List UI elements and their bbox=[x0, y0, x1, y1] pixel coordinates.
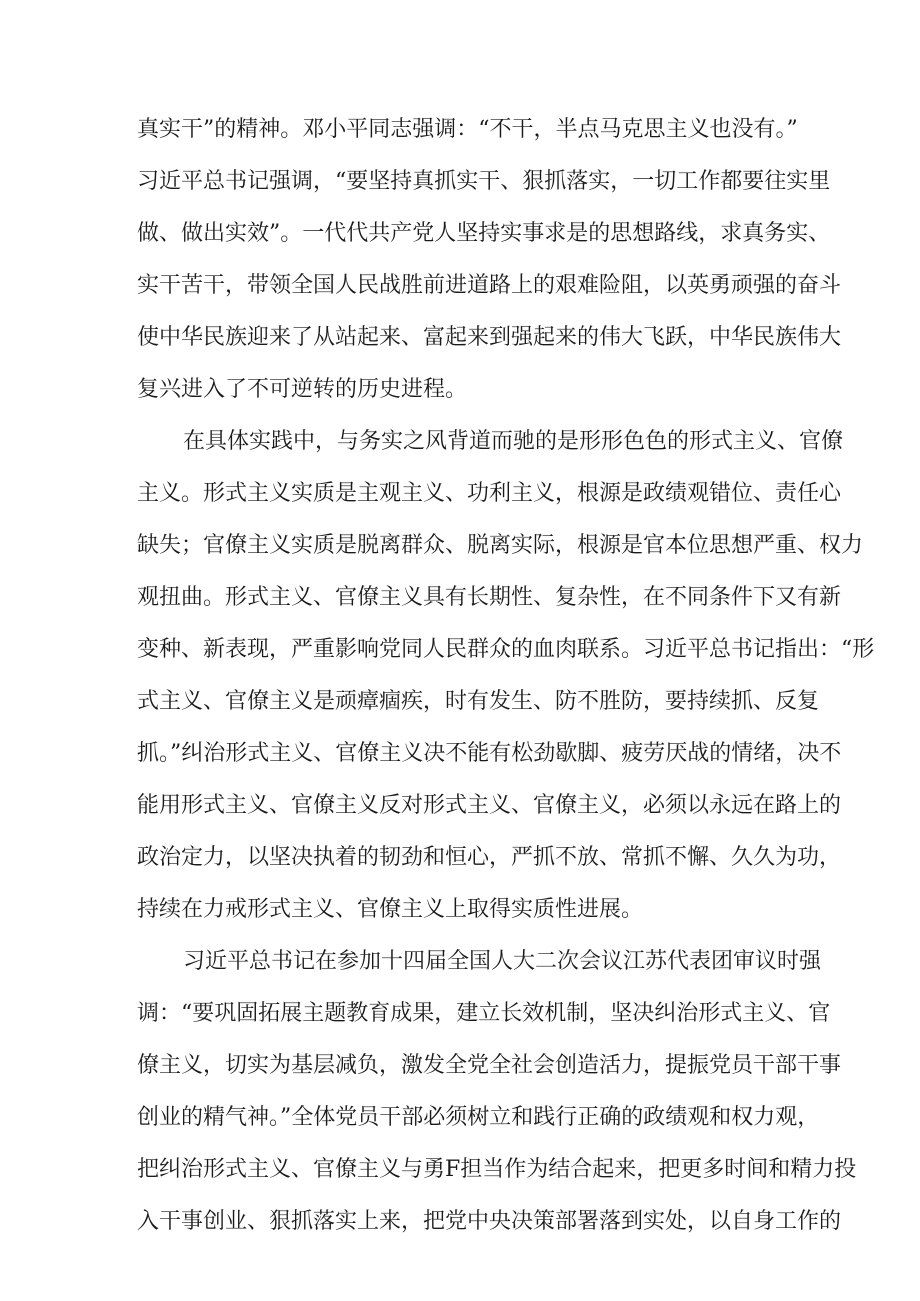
text-line: 把纠治形式主义、官僚主义与勇F担当作为结合起来，把更多时间和精力投 bbox=[137, 1157, 857, 1182]
text-line: 调：“要巩固拓展主题教育成果，建立长效机制，坚决纠治形式主义、官 bbox=[137, 1001, 831, 1026]
text-line: 复兴进入了不可逆转的历史进程。 bbox=[137, 377, 468, 402]
text-line: 持续在力戒形式主义、官僚主义上取得实质性进展。 bbox=[137, 897, 644, 922]
text-line: 缺失；官僚主义实质是脱离群众、脱离实际，根源是官本位思想严重、权力 bbox=[137, 533, 864, 558]
text-line: 入干事创业、狠抓落实上来，把党中央决策部署落到实处，以自身工作的 bbox=[137, 1209, 842, 1234]
text-line: 习近平总书记强调，“要坚持真抓实干、狠抓落实，一切工作都要往实里 bbox=[137, 169, 831, 194]
body-text bbox=[137, 108, 875, 1252]
text-line: 变种、新表现，严重影响党同人民群众的血肉联系。习近平总书记指出：“形 bbox=[137, 637, 875, 662]
paragraph-first-line: 习近平总书记在参加十四届全国人大二次会议江苏代表团审议时强 bbox=[183, 949, 822, 974]
text-line: 真实干”的精神。邓小平同志强调：“不干，半点马克思主义也没有。” bbox=[137, 117, 798, 142]
text-line: 实干苦干，带领全国人民战胜前进道路上的艰难险阻，以英勇顽强的奋斗 bbox=[137, 273, 842, 298]
text-line: 抓。”纠治形式主义、官僚主义决不能有松劲歇脚、疲劳厌战的情绪，决不 bbox=[137, 741, 842, 766]
paragraph-first-line: 在具体实践中，与务实之风背道而驰的是形形色色的形式主义、官僚 bbox=[183, 429, 844, 454]
text-line: 创业的精气神。”全体党员干部必须树立和践行正确的政绩观和权力观， bbox=[137, 1105, 820, 1130]
text-line: 主义。形式主义实质是主观主义、功利主义，根源是政绩观错位、责任心 bbox=[137, 481, 842, 506]
text-line: 观扭曲。形式主义、官僚主义具有长期性、复杂性，在不同条件下又有新 bbox=[137, 585, 842, 610]
text-line: 式主义、官僚主义是顽瘴痼疾，时有发生、防不胜防，要持续抓、反复 bbox=[137, 689, 820, 714]
text-line: 做、做出实效”。一代代共产党人坚持实事求是的思想路线，求真务实、 bbox=[137, 221, 831, 246]
text-line: 使中华民族迎来了从站起来、富起来到强起来的伟大飞跃，中华民族伟大 bbox=[137, 325, 842, 350]
text-line: 能用形式主义、官僚主义反对形式主义、官僚主义，必须以永远在路上的 bbox=[137, 793, 842, 818]
text-line: 政治定力，以坚决执着的韧劲和恒心，严抓不放、常抓不懈、久久为功， bbox=[137, 845, 842, 870]
text-line: 僚主义，切实为基层减负，激发全党全社会创造活力，提振党员干部干事 bbox=[137, 1053, 842, 1078]
